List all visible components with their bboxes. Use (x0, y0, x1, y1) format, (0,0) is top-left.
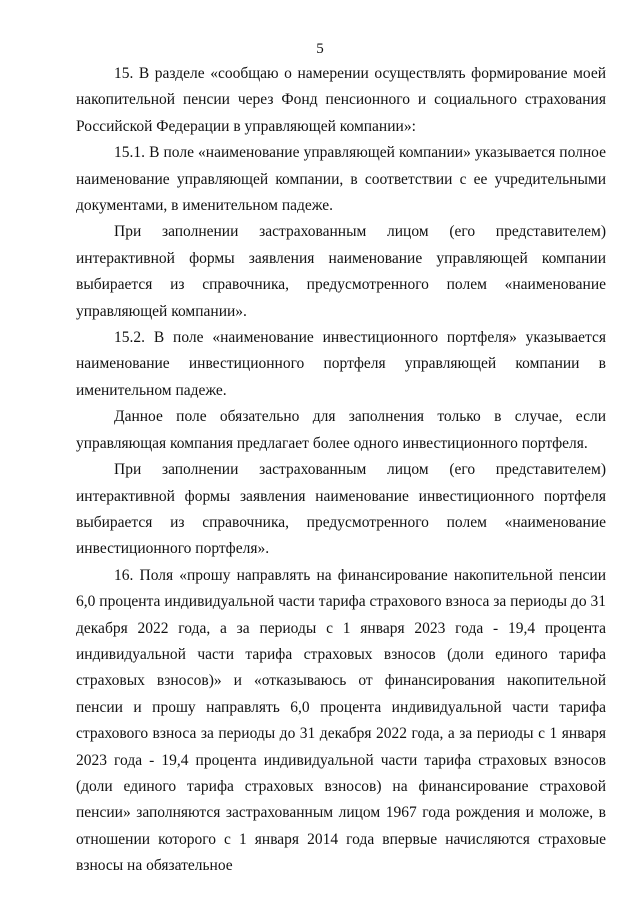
paragraph-section-15-1: 15.1. В поле «наименование управляющей компании» указывается полное наименование управляющей компании, в соответствии с ее учредительными документами, в именительном падеже. (76, 144, 606, 215)
paragraph-section-15-2-required: Данное поле обязательно для заполнения только в случае, если управляющая компания предлагает более одного инвестиционного портфеля. (76, 408, 606, 452)
paragraph-section-15: 15. В разделе «сообщаю о намерении осуществлять формирование моей накопительной пенсии через Фонд пенсионного и социального страхования Российской Федерации в управляющей компании»: (76, 65, 606, 135)
paragraph-section-16: 16. Поля «прошу направлять на финансирование накопительной пенсии 6,0 процента индивидуальной части тарифа страхового взноса за периоды до 31 декабря 2022 года, а за периоды с 1 января 2023 года - 19,4 процента индивидуальной части тарифа страховых взносов (доли единого тарифа страховых взносов)» и «отказываюсь от финансирования накопительной пенсии и прошу направлять 6,0 процента индивидуальной части тарифа страхового взноса за периоды до 31 декабря 2022 года, а за периоды с 1 января 2023 года - 19,4 процента индивидуальной части тарифа страховых взносов (доли единого тарифа страховых взносов) на финансирование страховой пенсии» заполняются застрахованным лицом 1967 года рождения и моложе, в отношении которого с 1 января 2014 года впервые начисляются страховые взносы на обязательное (76, 566, 606, 875)
paragraph-section-15-1-interactive: При заполнении застрахованным лицом (его представителем) интерактивной формы заявления наименование управляющей компании выбирается из справочника, предусмотренного полем «наименование управляющей компании». (76, 223, 606, 320)
paragraph-section-15-2: 15.2. В поле «наименование инвестиционного портфеля» указывается наименование инвестиционного портфеля управляющей компании в именительном падеже. (76, 329, 606, 399)
page-number: 5 (316, 41, 324, 57)
paragraph-section-15-2-interactive: При заполнении застрахованным лицом (его представителем) интерактивной формы заявления наименование инвестиционного портфеля выбирается из справочника, предусмотренного полем «наименование инвестиционного портфеля». (76, 461, 606, 558)
document-body (76, 61, 606, 880)
